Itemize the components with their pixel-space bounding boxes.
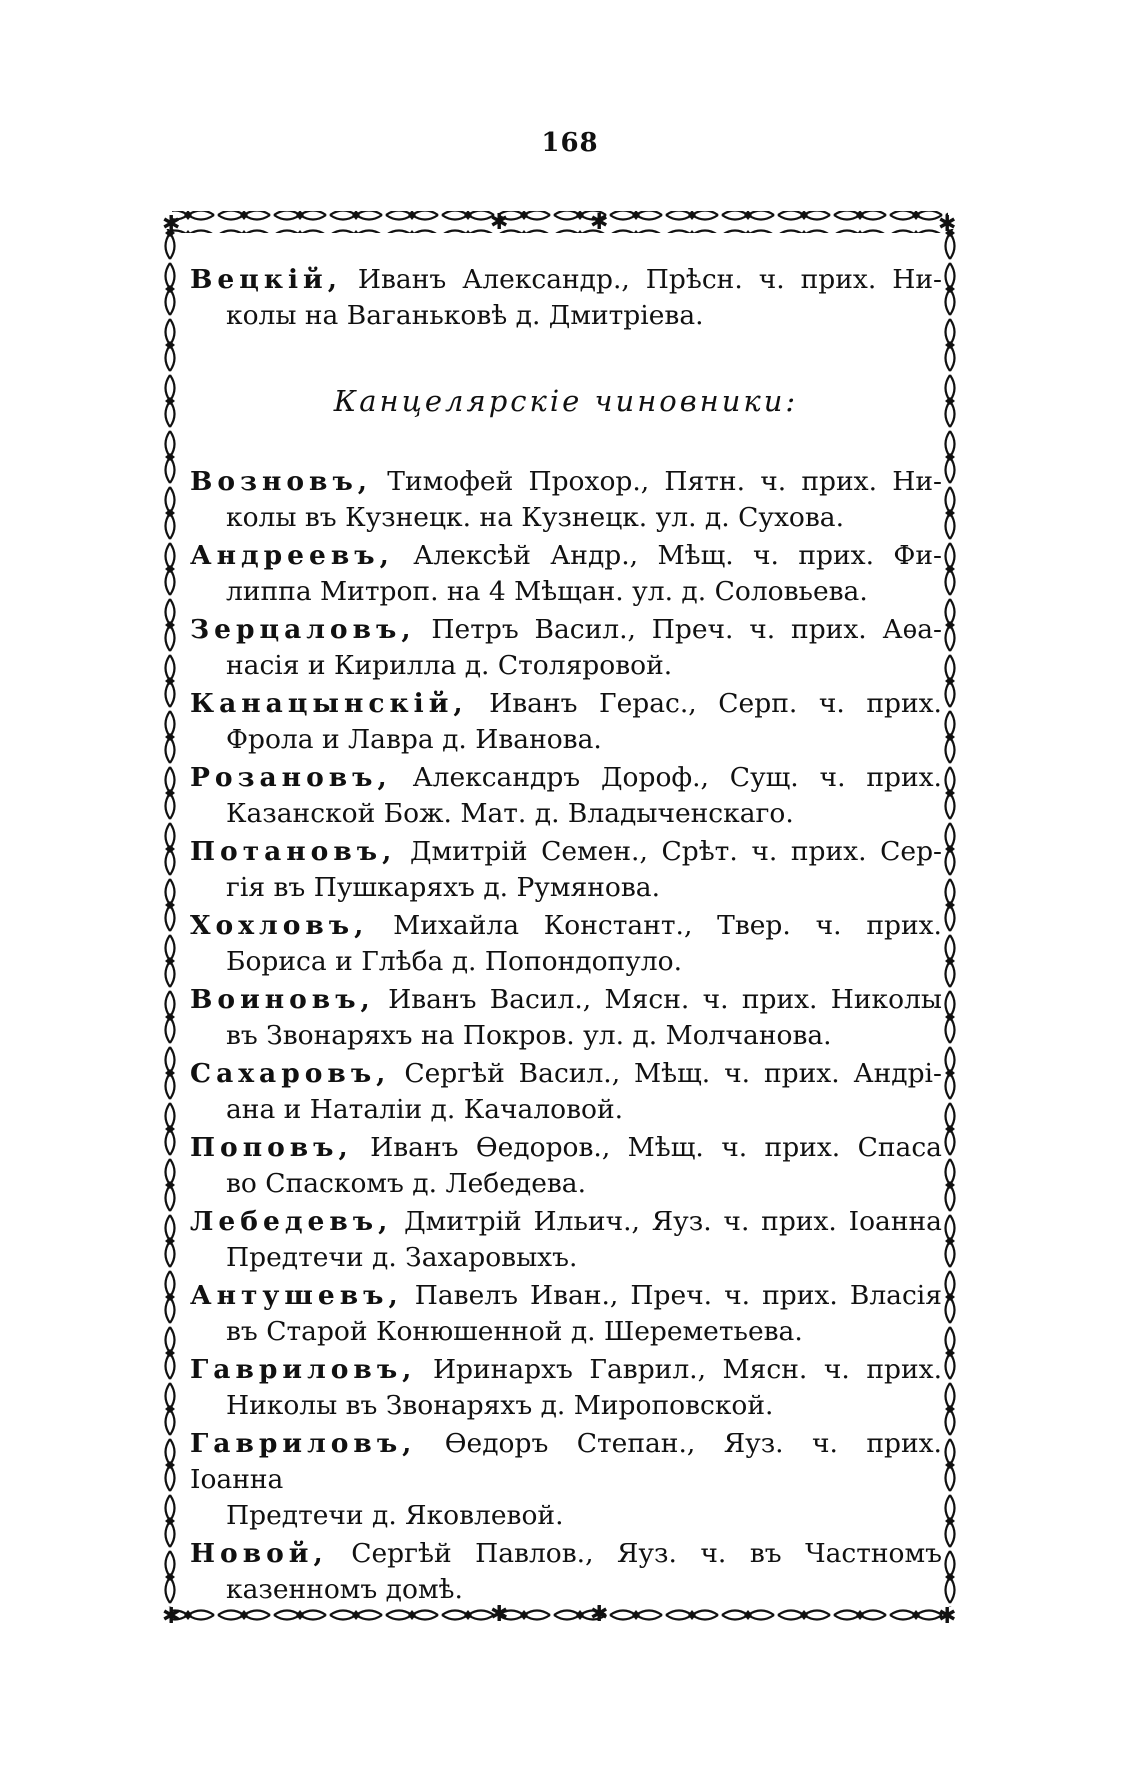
entry-line1: Алексѣй Андр., Мѣщ. ч. прих. Фи- [413, 540, 942, 571]
entry-line1: Сергѣй Павлов., Яуз. ч. въ Частномъ [351, 1538, 942, 1569]
list-item [190, 908, 942, 980]
corner-ornament-bl: ✱ [162, 1604, 181, 1629]
entry-line2: Фрола и Лавра д. Иванова. [226, 724, 602, 755]
entry-surname: Хохловъ, [190, 910, 369, 941]
list-item [190, 760, 942, 832]
list-item [190, 834, 942, 906]
entry-line2: казенномъ домѣ. [226, 1574, 463, 1605]
entry-line1: Ѳедоръ Степан., Яуз. ч. прих. Іоанна [190, 1428, 942, 1495]
page-content [190, 262, 942, 1610]
list-item [190, 686, 942, 758]
entry-surname: Гавриловъ, [190, 1428, 417, 1459]
entry-line2: Бориса и Глѣба д. Попондопуло. [226, 946, 682, 977]
entry-line1: Александръ Дороф., Сущ. ч. прих. [412, 762, 942, 793]
entry-line1: Павелъ Иван., Преч. ч. прих. Власія [414, 1280, 942, 1311]
entry-line1: Иванъ Ѳедоров., Мѣщ. ч. прих. Спаса [370, 1132, 942, 1163]
entry-line2: Предтечи д. Захаровыхъ. [226, 1242, 578, 1273]
list-item [190, 1426, 942, 1534]
entry-line1: Иванъ Александр., Прѣсн. ч. прих. Ни- [357, 264, 942, 295]
entry-line1: Петръ Васил., Преч. ч. прих. Аѳа- [431, 614, 942, 645]
entry-surname: Лебедевъ, [190, 1206, 393, 1237]
top-ornament-2: ✱ [590, 210, 609, 235]
entry-line2: колы на Ваганьковѣ д. Дмитріева. [226, 300, 704, 331]
list-item [190, 464, 942, 536]
entry-line1: Дмитрій Семен., Срѣт. ч. прих. Сер- [409, 836, 942, 867]
section-heading: Канцелярскіе чиновники: [333, 384, 799, 418]
entry-line2: въ Звонаряхъ на Покров. ул. д. Молчанова. [226, 1020, 832, 1051]
entry-surname: Сахаровъ, [190, 1058, 391, 1089]
entry-line2: въ Старой Конюшенной д. Шереметьева. [226, 1316, 803, 1347]
top-ornament-1: ✱ [490, 210, 509, 235]
entry-surname: Зерцаловъ, [190, 614, 416, 645]
entry-surname: Канацынскій, [190, 688, 468, 719]
entry-line2: Казанской Бож. Мат. д. Владыченскаго. [226, 798, 794, 829]
entry-line2: липпа Митроп. на 4 Мѣщан. ул. д. Соловьева. [226, 576, 868, 607]
list-item [190, 538, 942, 610]
entry-line2: Предтечи д. Яковлевой. [226, 1500, 564, 1531]
entry-surname: Антушевъ, [190, 1280, 403, 1311]
bottom-ornament-1: ✱ [490, 1602, 509, 1627]
entry-line1: Иванъ Герас., Серп. ч. прих. [489, 688, 942, 719]
entry-line2: ана и Наталіи д. Качаловой. [226, 1094, 624, 1125]
entry-surname: Возновъ, [190, 466, 373, 497]
list-item [190, 1536, 942, 1608]
entry-line1: Иринархъ Гаврил., Мясн. ч. прих. [432, 1354, 942, 1385]
corner-ornament-br: ✱ [938, 1604, 957, 1629]
entry-line2: колы въ Кузнецк. на Кузнецк. ул. д. Сухова. [226, 502, 845, 533]
corner-ornament-tr: ✱ [938, 212, 957, 237]
list-item [190, 1130, 942, 1202]
list-item [190, 982, 942, 1054]
border-top [172, 211, 948, 233]
list-item [190, 1204, 942, 1276]
entry-line2: Николы въ Звонаряхъ д. Мироповской. [226, 1390, 774, 1421]
entry-surname: Гавриловъ, [190, 1354, 417, 1385]
entry-line1: Дмитрій Ильич., Яуз. ч. прих. Іоанна [404, 1206, 942, 1237]
entry-line1: Иванъ Васил., Мясн. ч. прих. Николы [388, 984, 942, 1015]
list-item [190, 1352, 942, 1424]
list-item [190, 1278, 942, 1350]
list-item [190, 1056, 942, 1128]
entry-surname: Розановъ, [190, 762, 392, 793]
entry-line2: гія въ Пушкаряхъ д. Румянова. [226, 872, 660, 903]
entry-surname: Воиновъ, [190, 984, 375, 1015]
corner-ornament-tl: ✱ [162, 212, 181, 237]
entry-surname: Поповъ, [190, 1132, 353, 1163]
entry-line1: Сергѣй Васил., Мѣщ. ч. прих. Андрі- [404, 1058, 942, 1089]
entry-line2: насія и Кирилла д. Столяровой. [226, 650, 673, 681]
border-left [164, 229, 184, 1607]
entry-line2: во Спаскомъ д. Лебедева. [226, 1168, 587, 1199]
list-item [190, 612, 942, 684]
entry-surname: Потановъ, [190, 836, 397, 867]
entry-surname: Новой, [190, 1538, 328, 1569]
entry-line1: Тимофей Прохор., Пятн. ч. прих. Ни- [387, 466, 942, 497]
entry-surname: Андреевъ, [190, 540, 394, 571]
page-number: 168 [541, 128, 599, 158]
entry-line1: Михайла Констант., Твер. ч. прих. [393, 910, 942, 941]
list-item [190, 262, 942, 334]
entry-surname: Вецкій, [190, 264, 342, 295]
bottom-ornament-2: ✱ [590, 1602, 609, 1627]
